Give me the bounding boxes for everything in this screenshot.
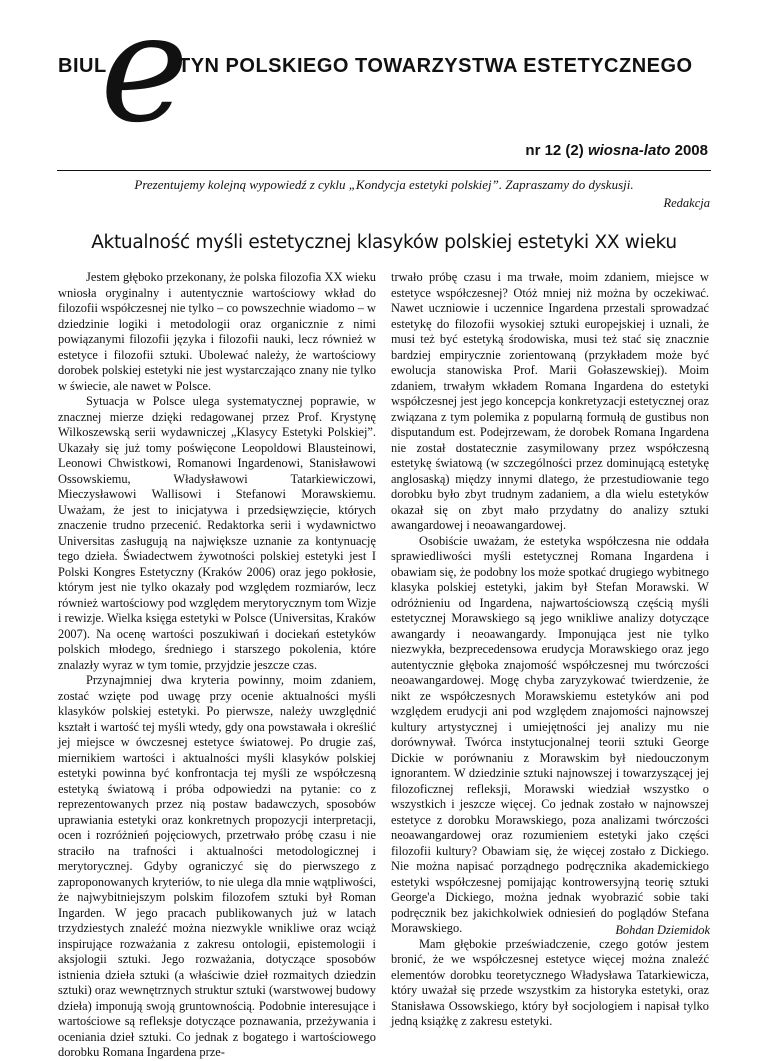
journal-logo-e: e [100, 0, 189, 156]
right-column [391, 270, 709, 1030]
intro-text: Prezentujemy kolejną wypowiedź z cyklu „Kondycja estetyki polskiej”. Zapraszamy do dyskusji. [134, 177, 634, 192]
issue-info [525, 142, 708, 159]
issue-year: 2008 [674, 142, 708, 159]
article-author: Bohdan Dziemidok [615, 923, 710, 937]
paragraph: Osobiście uważam, że estetyka współczesna nie oddała sprawiedliwości myśli estetycznej Romana Ingardena i obawiam się, że podobny los może spotkać drugiego wybitnego klasyka polskiej estetyki, jakim był Stefan Morawski. W odróżnieniu od Ingardena, najwartościowszą częścią myśli estetycznej Morawskiego są jego wnikliwe analizy dotyczące awangardy i neoawangardy. Imponująca jest nie tylko niezwykła, bezprecedensowa erudycja Morawskiego oraz jego autentycznie głęboka znajomość współczesnej mu twórczości neoawangardowej. Mogę chyba zaryzykować twierdzenie, że nikt ze współczesnych Morawskiemu estetyków ani pod względem erudycji ani pod względem znajomości najnowszej kultury artystycznej i umiejętności jej analizy mu nie dorównywał. Twórca instytucjonalnej teorii sztuki George Dickie w porównaniu z Morawskim był niedouczonym ignorantem. W dziedzinie sztuki najnowszej i towarzyszącej jej filozoficznej refleksji, Morawski wiedział wszystko o wszystkich i jeszcze więcej. Co jednak zostało w najnowszej estetyce z dorobku Morawskiego, poza analizami twórczości neoawangardowej oraz rozumieniem estetyki jako części filozofii kultury? Obawiam się, że więcej zostało z Dickiego. Nie można napisać porządnego podręcznika akademickiego estetyki współczesnej pomijając kontrowersyjną teorię sztuki George'a Dickiego, można jednak wyobrazić sobie taki podręcznik bez jakichkolwiek odniesień do poglądów Stefana Morawskiego. [391, 533, 709, 935]
paragraph: trwało próbę czasu i ma trwałe, moim zdaniem, miejsce w estetyce współczesnej? Otóż mniej niż można by oczekiwać. Nawet uczniowie i uczennice Ingardena przestali sprowadzać estetykę do filozofii wysokiej sztuki europejskiej i uznali, że musi też być estetyką środowiska, musi też stać się znacznie bardziej empirycznie zorientowaną (przykładem może być ewolucja stanowiska Prof. Marii Gołaszewskiej). Moim zdaniem, trwałym wkładem Romana Ingardena do estetyki współczesnej jest jego koncepcja konkretyzacji estetycznej oraz związana z tym polemika z popularną formułą de gustibus non disputandum est. Podejrzewam, że dorobek Romana Ingardena nie został dostatecznie zasymilowany przez współczesną estetykę światową (w szczególności przez dominującą estetykę anglosaską) między innymi dlatego, że przestudiowanie tego dorobku było zbyt trudnym zadaniem, a dla wielu estetyków okazał się on zbyt mało przydatny do analizy sztuki awangardowej i neoawangardowej. [391, 270, 709, 532]
left-column [58, 270, 376, 1061]
header-divider [57, 170, 711, 171]
paragraph: Sytuacja w Polsce ulega systematycznej poprawie, w znacznej mierze dzięki redagowanej przez Prof. Krystynę Wilkoszewską serii wydawniczej „Klasycy Estetyki Polskiej”. Ukazały się już tomy poświęcone Leopoldowi Blausteinowi, Leonowi Chwistkowi, Romanowi Ingardenowi, Stanisławowi Ossowskiemu, Władysławowi Tatarkiewiczowi, Mieczysławowi Wallisowi i Stefanowi Morawskiemu. Uważam, że jest to inicjatywa i przedsięwzięcie, których znaczenie trudno przecenić. Redaktorka serii i wydawnictwo Universitas zasługują na największe uznanie za kontynuację tego dzieła. Świadectwem żywotności polskiej estetyki jest I Polski Kongres Estetyczny (Kraków 2006) oraz jego pokłosie, którym jest nie tylko okazały pod względem rozmiarów, lecz również wartościowy pod względem merytorycznym tom Wizje i rewizje. Wielka księga estetyki w Polsce (Universitas, Kraków 2007). Na ocenę wartości poszukiwań i dociekań estetyków polskich młodego, średniego i starszego pokolenia, które znalazły wyraz w tym tomie, przyjdzie jeszcze czas. [58, 394, 376, 672]
article-title: Aktualność myśli estetycznej klasyków polskiej estetyki XX wieku [91, 232, 677, 253]
masthead-title-right: TYN POLSKIEGO TOWARZYSTWA ESTETYCZNEGO [178, 55, 693, 77]
paragraph: Jestem głęboko przekonany, że polska filozofia XX wieku wniosła oryginalny i autentycznie wartościowy wkład do filozofii współczesnej nie tylko – co powszechnie wiadomo – w dziedzinie logiki i metodologii oraz organicznie z nimi powiązanymi filozofii języka i filozofii nauki, lecz również w estetyce i filozofii sztuki. Ubolewać należy, że wartościowy dorobek polskiej estetyki nie jest wystarczająco znany nie tylko w świecie, ale nawet w Polsce. [58, 270, 376, 393]
intro-signature: Redakcja [663, 196, 710, 210]
issue-season: wiosna-lato [587, 142, 671, 159]
issue-number: nr 12 (2) [525, 142, 584, 159]
paragraph: Mam głębokie przeświadczenie, czego gotów jestem bronić, że we współczesnej estetyce więcej można znaleźć elementów dorobku teoretycznego Władysława Tatarkiewicza, który uważał się przede wszystkim za historyka estetyki, oraz Stanisława Ossowskiego, który był socjologiem i napisał tylko jedną książkę z zakresu estetyki. [391, 936, 709, 1028]
paragraph: Przynajmniej dwa kryteria powinny, moim zdaniem, zostać wzięte pod uwagę przy ocenie aktualności myśli klasyków polskiej estetyki. Po pierwsze, należy uwzględnić kształt i wartość tej myśli wtedy, gdy ona powstawała i określić jej miejsce w ówczesnej estetyce światowej. Po drugie zaś, miernikiem wartości i aktualności myśli klasyków polskiej estetyki powinna być konfrontacja tej myśli ze współczesną estetyką światową i próba odpowiedzi na pytanie: co z reprezentowanych przez nią postaw badawczych, sposobów uprawiania estetyki oraz konkretnych propozycji interpretacji, ocen i rozróżnień pojęciowych, przetrwało próbę czasu i nie straciło na trafności i aktualności metodologicznej i merytorycznej. Gdyby ograniczyć się do pierwszego z zaproponowanych kryteriów, to nie ulega dla mnie wątpliwości, że najwybitniejszym polskim filozofem sztuki był Roman Ingarden. W jego pracach publikowanych już w latach trzydziestych znaleźć można niezwykle wnikliwe oraz wciąż inspirujące rozważania z zakresu ontologii, epistemologii i aksjologii sztuki. Jego rozważania, dotyczące sposobów istnienia dzieła sztuki (a właściwie dzieł rozmaitych dziedzin sztuki) oraz wewnętrznych struktur sztuki (warstwowej budowy dzieła) imponują swoją gruntownością. Podobnie interesujące i wartościowe są refleksje dotyczące poznawania, przeżywania i oceniania dzieł sztuki. Co jednak z bogatego i wartościowego dorobku Romana Ingardena prze- [58, 673, 376, 1059]
masthead-title-left: BIUL [58, 55, 107, 77]
